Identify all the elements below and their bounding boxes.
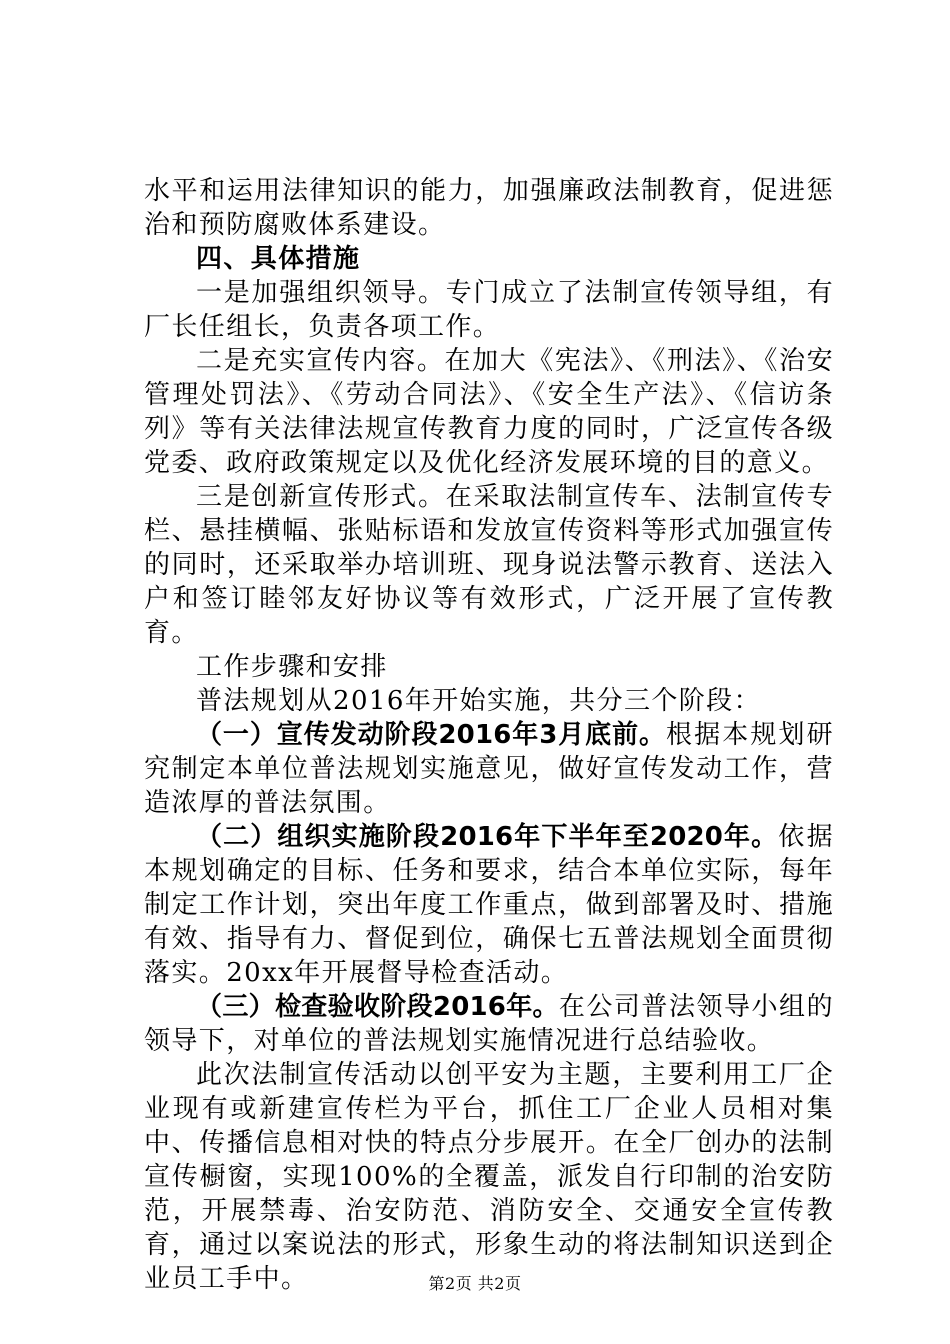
stage-2-text: 依据本规划确定的目标、任务和要求，结合本单位实际，每年制定工作计划，突出年度工作重点，做到部署及时、措施有效、指导有力、督促到位，确保七五普法规划全面贯彻落实。20xx年开展督导检查活动。 bbox=[144, 822, 834, 988]
paragraph-forms: 三是创新宣传形式。在采取法制宣传车、法制宣传专栏、悬挂横幅、张贴标语和发放宣传资料等形式加强宣传的同时，还采取举办培训班、现身说法警示教育、送法入户和签订睦邻友好协议等有效形式，广泛开展了宣传教育。 bbox=[144, 482, 834, 648]
paragraph-activity-summary: 此次法制宣传活动以创平安为主题，主要利用工厂企业现有或新建宣传栏为平台，抓住工厂企业人员相对集中、传播信息相对快的特点分步展开。在全厂创办的法制宣传橱窗，实现100%的全覆盖，派发自行印制的治安防范，开展禁毒、治安防范、消防安全、交通安全宣传教育，通过以案说法的形式，形象生动的将法制知识送到企业员工手中。 bbox=[144, 1060, 834, 1294]
paragraph-content: 二是充实宣传内容。在加大《宪法》、《刑法》、《治安管理处罚法》、《劳动合同法》、《安全生产法》、《信访条列》等有关法律法规宣传教育力度的同时，广泛宣传各级党委、政府政策规定以及优化经济发展环境的目的意义。 bbox=[144, 346, 834, 478]
subheading-steps: 工作步骤和安排 bbox=[196, 652, 388, 682]
paragraph-stage-1 bbox=[144, 718, 834, 820]
section-heading-measures: 四、具体措施 bbox=[196, 244, 361, 274]
paragraph-stages-intro: 普法规划从2016年开始实施，共分三个阶段： bbox=[196, 686, 761, 716]
paragraph-stage-2 bbox=[144, 820, 834, 990]
stage-3-lead: （三）检查验收阶段2016年。 bbox=[196, 992, 559, 1022]
document-body bbox=[144, 174, 834, 1296]
stage-1-text: 根据本规划研究制定本单位普法规划实施意见，做好宣传发动工作，营造浓厚的普法氛围。 bbox=[144, 720, 834, 818]
stage-1-lead: （一）宣传发动阶段2016年3月底前。 bbox=[196, 720, 666, 750]
stage-2-lead: （二）组织实施阶段2016年下半年至2020年。 bbox=[196, 822, 779, 852]
paragraph-continued: 水平和运用法律知识的能力，加强廉政法制教育，促进惩治和预防腐败体系建设。 bbox=[144, 176, 834, 240]
paragraph-organization: 一是加强组织领导。专门成立了法制宣传领导组，有厂长任组长，负责各项工作。 bbox=[144, 278, 834, 342]
page-number-footer: 第2页 共2页 bbox=[428, 1274, 522, 1293]
stage-3-text: 在公司普法领导小组的领导下，对单位的普法规划实施情况进行总结验收。 bbox=[144, 992, 834, 1056]
paragraph-stage-3 bbox=[144, 990, 834, 1058]
